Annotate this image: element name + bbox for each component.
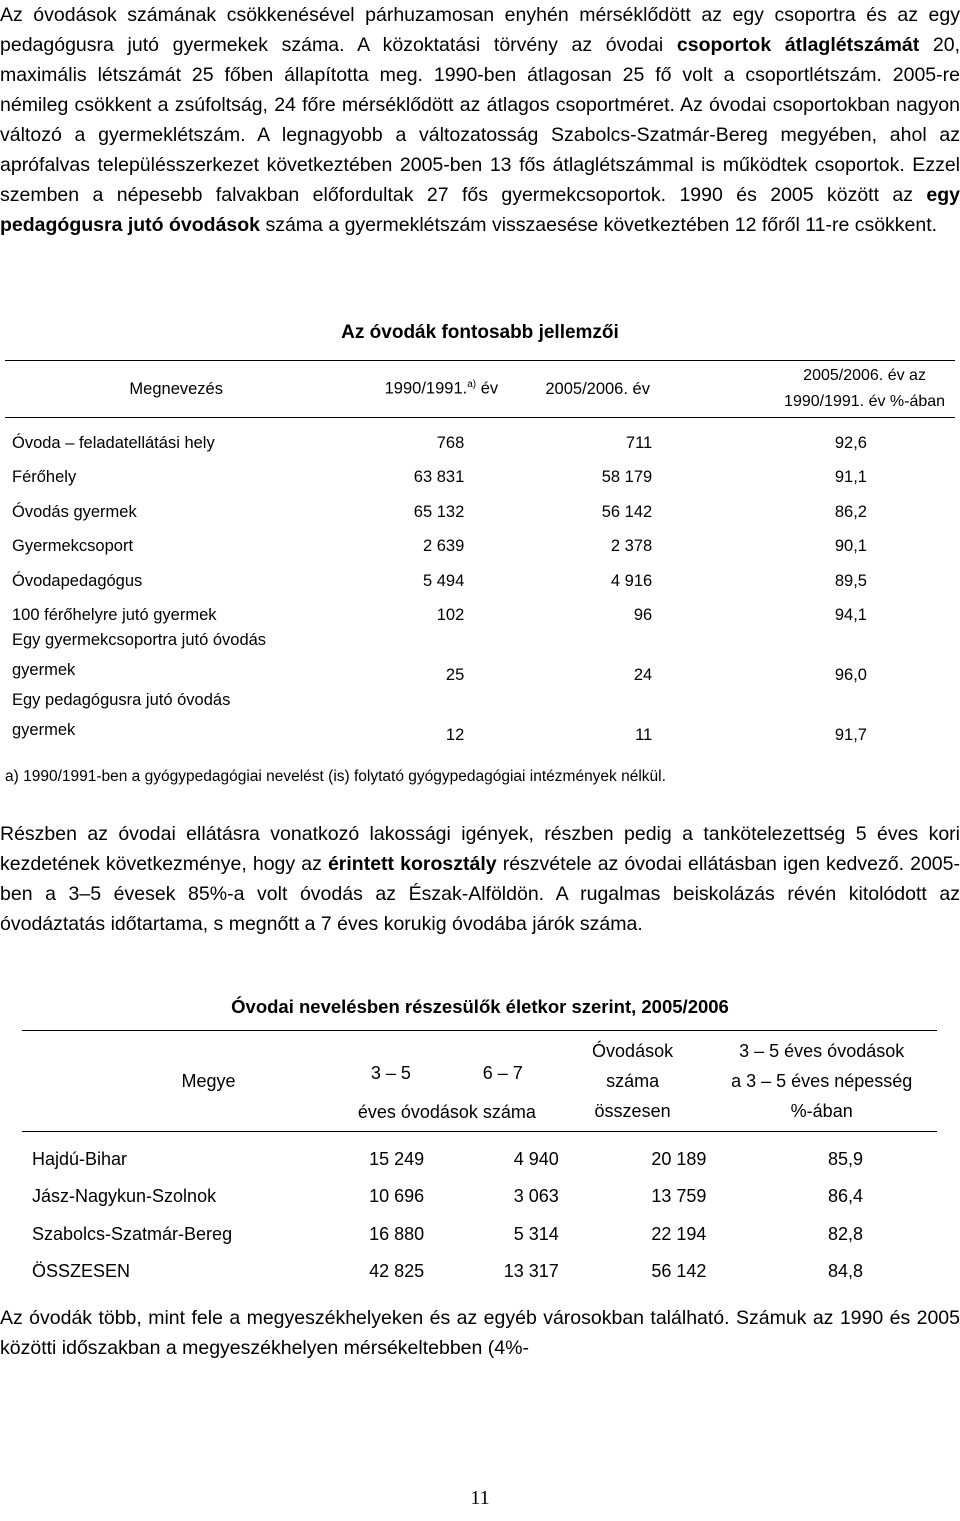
header-pct-l2: a 3 – 5 éves népesség [731,1071,913,1091]
paragraph1-part-4: száma a gyermeklétszám visszaesése következtében 12 főről 11-re csökkent. [260,214,938,236]
spacer [652,418,774,453]
table-row [5,591,955,626]
spacer [464,453,535,488]
table-row [5,487,955,522]
value-percentage: 91,1 [834,468,867,486]
spacer [652,591,774,626]
table-row [22,1245,937,1283]
value-2005: 2 378 [610,537,653,555]
value-percentage: 91,7 [834,726,867,744]
header-pct-l1: 3 – 5 éves óvodások [739,1041,905,1061]
row-name-line2: gyermek [12,721,76,739]
row-name [5,685,347,745]
value-1990: 768 [436,433,465,452]
paragraph-age-group-participation [0,819,960,939]
spacer [652,685,774,745]
paragraph-kindergarten-groups [0,0,960,240]
table1-caption: Az óvodák fontosabb jellemzői [341,322,619,343]
header-age-values [335,1040,559,1084]
county-name: Szabolcs-Szatmár-Bereg [32,1223,233,1244]
value-percentage: 96,0 [834,666,867,684]
paragraph1-part-3: egy pedagógusra jutó óvodások [0,184,960,236]
table-row [5,418,955,453]
table-kindergarten-characteristics [5,360,955,745]
row-name-line1: Egy pedagógusra jutó óvodás [12,691,231,709]
spacer [652,625,774,685]
header-percentage [774,361,955,418]
header-total-l3: összesen [594,1101,671,1121]
value-age-3-5: 10 696 [369,1186,425,1206]
value-age-6-7: 3 063 [513,1186,559,1206]
header-age-3-5: 3 – 5 [370,1062,411,1083]
value-age-3-5: 16 880 [369,1223,425,1244]
spacer [652,487,774,522]
paragraph2-part-0: Részben az óvodai ellátásra vonatkozó lakossági igények, részben pedig a tankötelezettség 5 éves kori kezdetének következménye, hogy az [0,823,960,875]
value-1990: 12 [445,726,465,744]
spacer [652,556,774,591]
value-1990: 102 [436,606,465,624]
header-total-l2: száma [606,1071,660,1091]
spacer [464,556,535,591]
page-number: 11 [470,1487,490,1509]
value-2005: 96 [633,606,653,624]
header-2005: 2005/2006. év [535,361,774,418]
value-1990: 65 132 [413,502,465,521]
value-1990: 2 639 [422,537,465,555]
paragraph1-part-0: Az óvodások számának csökkenésével párhuzamosan enyhén mérséklődött az egy csoportra és az egy pedagógusra jutó gyermekek száma. A közoktatási törvény az óvodai [0,4,960,56]
header-1990-suffix: év [476,379,499,398]
value-age-3-5: 15 249 [369,1148,425,1169]
table2-header-row [22,1031,937,1132]
value-percentage: 85,9 [827,1148,863,1169]
value-2005: 4 916 [610,571,653,590]
header-total-l1: Óvodások [592,1041,674,1061]
county-name: ÖSSZESEN [32,1261,131,1281]
county-name: Jász-Nagykun-Szolnok [32,1186,217,1206]
value-age-6-7: 13 317 [503,1261,559,1281]
value-percentage: 89,5 [834,571,867,590]
value-age-6-7: 4 940 [513,1148,559,1169]
value-1990: 63 831 [413,468,465,486]
value-1990: 5 494 [422,571,465,590]
table-row [22,1170,937,1208]
table-row [22,1132,937,1170]
value-1990: 25 [445,666,465,684]
row-name-line2: gyermek [12,661,76,679]
table-row [5,522,955,557]
table1-footnote: a) 1990/1991-ben a gyógypedagógiai nevelést (is) folytató gyógypedagógiai intézmények nélkül. [5,768,666,785]
header-pct-l3: %-ában [790,1101,853,1121]
header-1990-label: 1990/1991. [384,379,468,398]
table-enrollment-by-age [22,1030,937,1282]
row-name: Gyermekcsoport [12,537,134,555]
header-pct-line2: 1990/1991. év %-ában [784,393,946,410]
value-total: 20 189 [651,1148,707,1169]
header-megye: Megye [22,1031,335,1132]
spacer [464,522,535,557]
value-total: 56 142 [651,1261,707,1281]
value-percentage: 86,4 [827,1186,863,1206]
table-row [5,625,955,685]
value-percentage: 94,1 [834,606,867,624]
value-total: 22 194 [651,1223,707,1244]
header-total [559,1031,707,1132]
value-age-3-5: 42 825 [369,1261,425,1281]
value-total: 13 759 [651,1186,707,1206]
row-name: Férőhely [12,468,77,486]
paragraph1-part-2: 20, maximális létszámát 25 főben állapította meg. 1990-ben átlagosan 25 fő volt a csoportlétszám. 2005-re némileg csökkent a zsúfoltság, 24 főre mérséklődött az átlagos csoportméret. Az óvodai csoportokban nagyon változó a gyermeklétszám. A legnagyobb a változatosság Szabolcs-Szatmár-Bereg megyében, ahol az aprófalvas településszerkezet következtében 2005-ben 13 fős átlaglétszámmal is működtek csoportok. Ezzel szemben a népesebb falvakban előfordultak 27 fős gyermekcsoportok. 1990 és 2005 között az [0,34,960,206]
value-percentage: 84,8 [827,1261,863,1281]
spacer [464,487,535,522]
table1-header-row [5,361,955,418]
value-2005: 58 179 [601,468,653,486]
table2-caption: Óvodai nevelésben részesülők életkor szerint, 2005/2006 [231,996,729,1017]
table-row [5,453,955,488]
value-percentage: 90,1 [834,537,867,555]
row-name: Óvodapedagógus [12,571,143,590]
spacer [652,522,774,557]
header-1990 [347,361,535,418]
table1-body [5,418,955,746]
paragraph2-part-1: érintett korosztály [327,853,497,875]
row-name: Óvoda – feladatellátási hely [12,433,215,452]
county-name: Hajdú-Bihar [32,1148,128,1169]
value-percentage: 92,6 [834,433,867,452]
paragraph1-part-1: csoportok átlaglétszámát [676,34,920,56]
row-name: 100 férőhelyre jutó gyermek [12,606,217,624]
row-name-line1: Egy gyermekcsoportra jutó óvodás [12,631,267,649]
table2-body [22,1132,937,1283]
spacer [464,591,535,626]
header-age-span-label: éves óvodások száma [357,1101,536,1122]
row-name [5,625,347,685]
paragraph2-part-2: részvétele az óvodai ellátásban igen kedvező. 2005-ben a 3–5 évesek 85%-a volt óvodás az Észak-Alföldön. A rugalmas beiskolázás révén kitolódott az óvodáztatás időtartama, s megnőtt a 7 éves korukig óvodába járók száma. [0,853,960,935]
value-2005: 24 [633,666,653,684]
header-pct-line1: 2005/2006. év az [803,367,926,384]
spacer [464,625,535,685]
spacer [464,685,535,745]
header-pct [706,1031,937,1132]
table-row [5,556,955,591]
header-megnevezes: Megnevezés [5,361,347,418]
spacer [652,453,774,488]
spacer [464,418,535,453]
header-age-6-7: 6 – 7 [482,1062,523,1083]
table-row [22,1207,937,1245]
value-2005: 11 [635,726,653,744]
value-2005: 711 [625,433,653,452]
paragraph-kindergarten-locations: Az óvodák több, mint fele a megyeszékhelyeken és az egyéb városokban található. Számuk az 1990 és 2005 közötti időszakban a megyeszékhelyen mérsékeltebben (4%- [0,1307,960,1359]
table-row [5,685,955,745]
header-1990-footnote-mark: a) [467,379,477,391]
value-age-6-7: 5 314 [513,1223,559,1244]
header-age-groups [335,1031,559,1132]
row-name: Óvodás gyermek [12,502,137,521]
value-percentage: 86,2 [834,502,867,521]
value-percentage: 82,8 [827,1223,863,1244]
value-2005: 56 142 [601,502,653,521]
